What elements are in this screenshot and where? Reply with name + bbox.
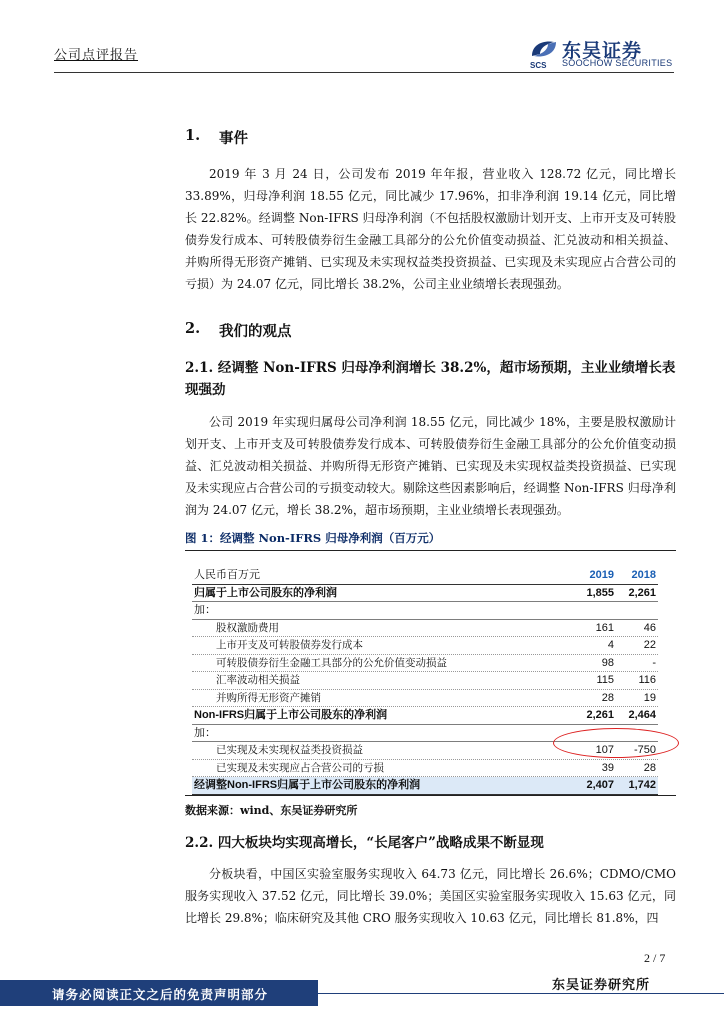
table-body (192, 585, 658, 795)
section-2-2-heading (185, 832, 676, 854)
table-row (192, 655, 658, 673)
figure-bottom-rule (185, 795, 676, 796)
row-label: 已实现及未实现权益类投资损益 (216, 744, 363, 756)
value-2019: 1,855 (586, 586, 614, 599)
table-row (192, 707, 658, 725)
section-title: 四大板块均实现高增长，“长尾客户”战略成果不断显现 (217, 835, 544, 851)
unit-label: 人民币百万元 (194, 569, 260, 581)
row-label: 经调整Non-IFRS归属于上市公司股东的净利润 (194, 779, 421, 791)
section-title: 事件 (219, 130, 248, 147)
row-label: 加： (194, 604, 216, 616)
row-label: 汇率波动相关损益 (216, 674, 300, 686)
row-label: 归属于上市公司股东的净利润 (194, 586, 337, 599)
value-2018: 2,464 (628, 709, 656, 721)
value-2018: 46 (643, 621, 656, 634)
disclaimer-note: 请务必阅读正文之后的免责声明部分 (52, 987, 269, 1002)
section-number: 2.2. (185, 835, 214, 851)
row-label: 并购所得无形资产摊销 (216, 691, 321, 704)
footer-divider (318, 993, 724, 994)
section-2-heading (185, 320, 485, 340)
figure-source: 数据来源：wind、东吴证券研究所 (185, 804, 358, 817)
row-label: 已实现及未实现应占合营公司的亏损 (216, 761, 384, 774)
net-profit-table (192, 567, 658, 795)
section-2-2-body (185, 863, 676, 929)
section-2-1-heading (185, 357, 676, 401)
table-row (192, 620, 658, 638)
section-1-heading (185, 127, 485, 147)
row-label: 加： (194, 726, 216, 739)
value-2019: 98 (601, 656, 614, 669)
section-number: 2.1. (185, 360, 214, 376)
brand-abbr: SCS (530, 61, 547, 70)
value-2018: 116 (638, 674, 656, 686)
table-row (192, 690, 658, 708)
year-2018-header: 2018 (631, 569, 656, 581)
section-title: 我们的观点 (219, 323, 292, 340)
value-2018: -750 (633, 744, 656, 756)
paragraph: 公司 2019 年实现归属母公司净利润 18.55 亿元，同比减少 18%，主要是股权激励计划开支、上市开支及可转股债券发行成本、可转股债券衍生金融工具部分的公允价值变动损益、汇兑波动相关损益、并购所得无形资产摊销、已实现及未实现权益类投资损益、已实现及未实现应占合营公司的亏损变动较大。剔除这些因素影响后，经调整 Non-IFRS 归母净利润为 24.07 亿元，增长 38.2%，超市场预期，主业业绩增长表现强劲。 (185, 415, 676, 517)
value-2019: 107 (595, 744, 614, 756)
figure-caption: 图 1：经调整 Non-IFRS 归母净利润（百万元） (185, 531, 441, 545)
table-header-row (192, 567, 658, 585)
brand-name-en: SOOCHOW SECURITIES (562, 58, 673, 68)
table-row (192, 760, 658, 778)
value-2019: 28 (601, 691, 614, 704)
row-label: 可转股债券衍生金融工具部分的公允价值变动损益 (216, 656, 447, 669)
row-label: 上市开支及可转股债券发行成本 (216, 639, 363, 651)
value-2019: 115 (596, 674, 614, 686)
section-1-body (185, 163, 676, 295)
page-number: 2 / 7 (644, 951, 666, 965)
table-row (192, 777, 658, 795)
value-2018: 19 (643, 691, 656, 704)
value-2019: 161 (595, 621, 614, 634)
row-label: 股权激励费用 (216, 621, 279, 634)
value-2018: 2,261 (628, 586, 656, 599)
paragraph: 2019 年 3 月 24 日，公司发布 2019 年年报，营业收入 128.72 亿元，同比增长 33.89%，归母净利润 18.55 亿元，同比减少 17.96%，扣非净利润 19.14 亿元，同比增长 22.82%。经调整 Non-IFRS 归母净利润（不包括股权激励计划开支、上市开支及可转股债券发行成本、可转股债券衍生金融工具部分的公允价值变动损益、汇兑波动和相关损益、并购所得无形资产摊销、已实现及未实现权益类投资损益、已实现及未实现应占合营公司的亏损）为 24.07 亿元，同比增长 38.2%，公司主业业绩增长表现强劲。 (185, 167, 676, 291)
value-2019: 4 (607, 639, 614, 651)
research-institute: 东吴证券研究所 (552, 978, 651, 993)
brand-name-cn: 东吴证券 (562, 41, 643, 62)
section-title: 经调整 Non-IFRS 归母净利润增长 38.2%，超市场预期，主业业绩增长表现强劲 (185, 360, 676, 398)
report-type-label: 公司点评报告 (54, 48, 139, 63)
value-2019: 2,261 (586, 709, 614, 721)
value-2018: 28 (643, 761, 656, 774)
header-divider (54, 72, 674, 73)
table-row (192, 602, 658, 620)
table-row (192, 672, 658, 690)
value-2018: 22 (643, 639, 656, 651)
section-2-1-body (185, 411, 676, 521)
figure-top-rule (185, 550, 676, 551)
value-2019: 2,407 (586, 779, 614, 791)
section-number: 1. (185, 127, 201, 144)
brand-logo-icon (528, 36, 560, 62)
table-row (192, 637, 658, 655)
paragraph: 分板块看，中国区实验室服务实现收入 64.73 亿元，同比增长 26.6%；CDMO/CMO 服务实现收入 37.52 亿元，同比增长 39.0%；美国区实验室服务实现收入 15.63 亿元，同比增长 29.8%；临床研究及其他 CRO 服务实现收入 10.63 亿元，同比增长 81.8%，四 (185, 867, 676, 925)
year-2019-header: 2019 (589, 569, 614, 581)
table-row (192, 585, 658, 603)
annotation-ellipse (553, 728, 679, 758)
value-2019: 39 (601, 761, 614, 774)
section-number: 2. (185, 320, 201, 337)
value-2018: 1,742 (628, 779, 656, 791)
value-2018: - (652, 656, 656, 669)
row-label: Non-IFRS归属于上市公司股东的净利润 (194, 709, 388, 721)
